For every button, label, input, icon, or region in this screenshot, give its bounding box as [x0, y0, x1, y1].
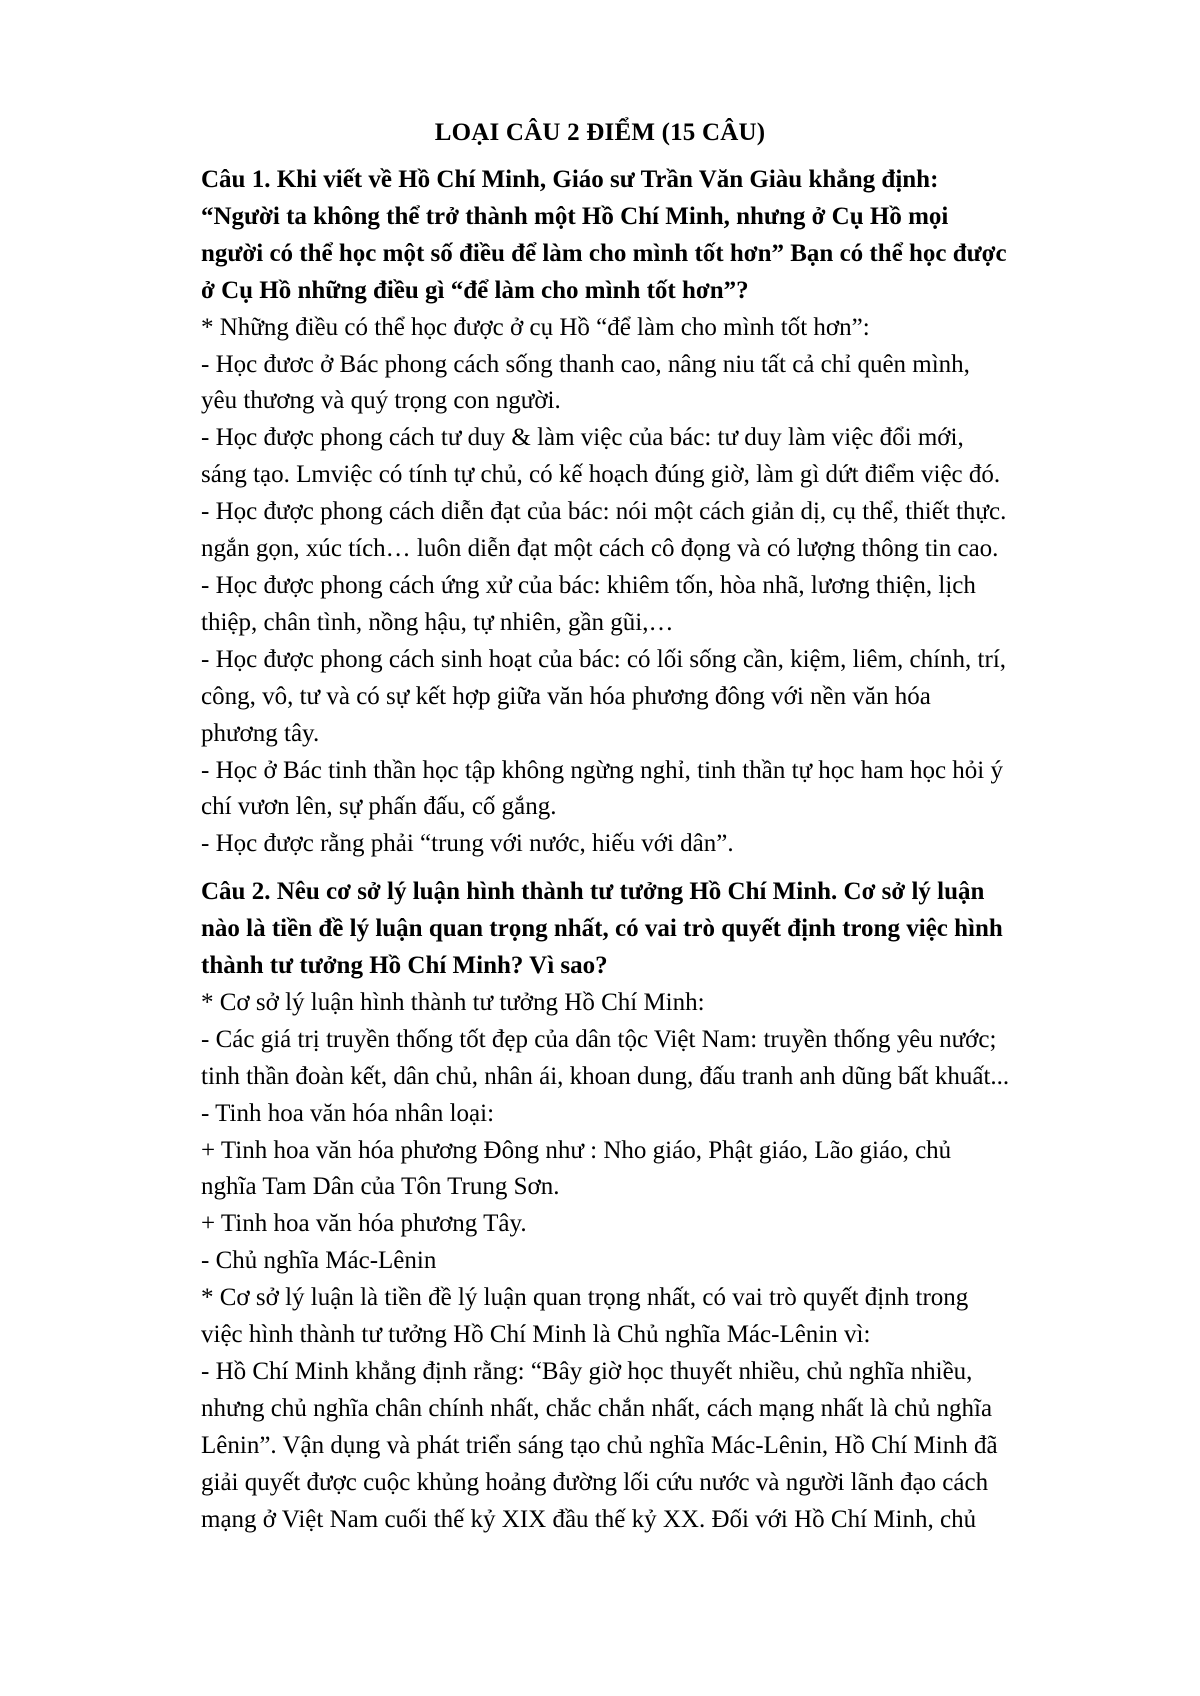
question-line: ở Cụ Hồ những điều gì “để làm cho mình tốt hơn”?: [201, 276, 749, 304]
answer-line: * Những điều có thể học được ở cụ Hồ “để làm cho mình tốt hơn”:: [201, 313, 870, 341]
answer-line: mạng ở Việt Nam cuối thế kỷ XIX đầu thế kỷ XX. Đối với Hồ Chí Minh, chủ: [201, 1505, 977, 1533]
answer-line: ngắn gọn, xúc tích… luôn diễn đạt một cách cô đọng và có lượng thông tin cao.: [201, 535, 999, 563]
document-title: LOẠI CÂU 2 ĐIỂM (15 CÂU): [434, 119, 766, 146]
answer-line: * Cơ sở lý luận hình thành tư tưởng Hồ Chí Minh:: [201, 988, 705, 1016]
answer-line: Lênin”. Vận dụng và phát triển sáng tạo chủ nghĩa Mác-Lênin, Hồ Chí Minh đã: [201, 1431, 998, 1459]
answer-line: phương tây.: [201, 719, 320, 747]
answer-line: thiệp, chân tình, nồng hậu, tự nhiên, gần gũi,…: [201, 608, 674, 636]
answer-line: - Chủ nghĩa Mác-Lênin: [201, 1247, 437, 1275]
answer-line: nhưng chủ nghĩa chân chính nhất, chắc chắn nhất, cách mạng nhất là chủ nghĩa: [201, 1394, 993, 1422]
answer-line: việc hình thành tư tưởng Hồ Chí Minh là Chủ nghĩa Mác-Lênin vì:: [201, 1321, 871, 1349]
question-line: Câu 2. Nêu cơ sở lý luận hình thành tư tưởng Hồ Chí Minh. Cơ sở lý luận: [201, 878, 985, 906]
answer-line: - Học được phong cách sinh hoạt của bác: có lối sống cần, kiệm, liêm, chính, trí,: [201, 645, 1007, 673]
answer-line: - Các giá trị truyền thống tốt đẹp của dân tộc Việt Nam: truyền thống yêu nước;: [201, 1025, 997, 1053]
answer-line: yêu thương và quý trọng con người.: [201, 387, 561, 415]
question-line: người có thể học một số điều để làm cho mình tốt hơn” Bạn có thể học được: [201, 239, 1007, 267]
answer-line: + Tinh hoa văn hóa phương Đông như : Nho giáo, Phật giáo, Lão giáo, chủ: [201, 1136, 952, 1164]
question-line: nào là tiền đề lý luận quan trọng nhất, có vai trò quyết định trong việc hình: [201, 915, 1003, 943]
answer-line: + Tinh hoa văn hóa phương Tây.: [201, 1210, 527, 1238]
question-line: thành tư tưởng Hồ Chí Minh? Vì sao?: [201, 952, 608, 980]
answer-line: - Hồ Chí Minh khẳng định rằng: “Bây giờ học thuyết nhiều, chủ nghĩa nhiều,: [201, 1358, 973, 1385]
answer-line: sáng tạo. Lmviệc có tính tự chủ, có kế hoạch đúng giờ, làm gì dứt điểm việc đó.: [201, 461, 1001, 489]
answer-line: - Học được phong cách diễn đạt của bác: nói một cách giản dị, cụ thể, thiết thực.: [201, 498, 1007, 526]
answer-line: - Học được phong cách ứng xử của bác: khiêm tốn, hòa nhã, lương thiện, lịch: [201, 571, 976, 599]
answer-line: - Học ở Bác tinh thần học tập không ngừng nghỉ, tinh thần tự học ham học hỏi ý: [201, 756, 1003, 784]
question-line: Câu 1. Khi viết về Hồ Chí Minh, Giáo sư Trần Văn Giàu khẳng định:: [201, 166, 939, 193]
answer-line: giải quyết được cuộc khủng hoảng đường lối cứu nước và người lãnh đạo cách: [201, 1468, 989, 1496]
answer-line: tinh thần đoàn kết, dân chủ, nhân ái, khoan dung, đấu tranh anh dũng bất khuất...: [201, 1062, 1010, 1090]
answer-line: - Học được rằng phải “trung với nước, hiếu với dân”.: [201, 830, 734, 858]
answer-line: - Học được phong cách tư duy & làm việc của bác: tư duy làm việc đổi mới,: [201, 424, 964, 452]
answer-line: công, vô, tư và có sự kết hợp giữa văn hóa phương đông với nền văn hóa: [201, 682, 931, 710]
answer-line: - Tinh hoa văn hóa nhân loại:: [201, 1099, 495, 1127]
document-body: [201, 162, 1121, 1539]
answer-line: * Cơ sở lý luận là tiền đề lý luận quan trọng nhất, có vai trò quyết định trong: [201, 1284, 969, 1312]
answer-line: nghĩa Tam Dân của Tôn Trung Sơn.: [201, 1173, 560, 1201]
question-line: “Người ta không thể trở thành một Hồ Chí Minh, nhưng ở Cụ Hồ mọi: [201, 202, 949, 230]
answer-line: - Học đươc ở Bác phong cách sống thanh cao, nâng niu tất cả chỉ quên mình,: [201, 350, 970, 378]
answer-line: chí vươn lên, sự phấn đấu, cố gắng.: [201, 793, 557, 821]
